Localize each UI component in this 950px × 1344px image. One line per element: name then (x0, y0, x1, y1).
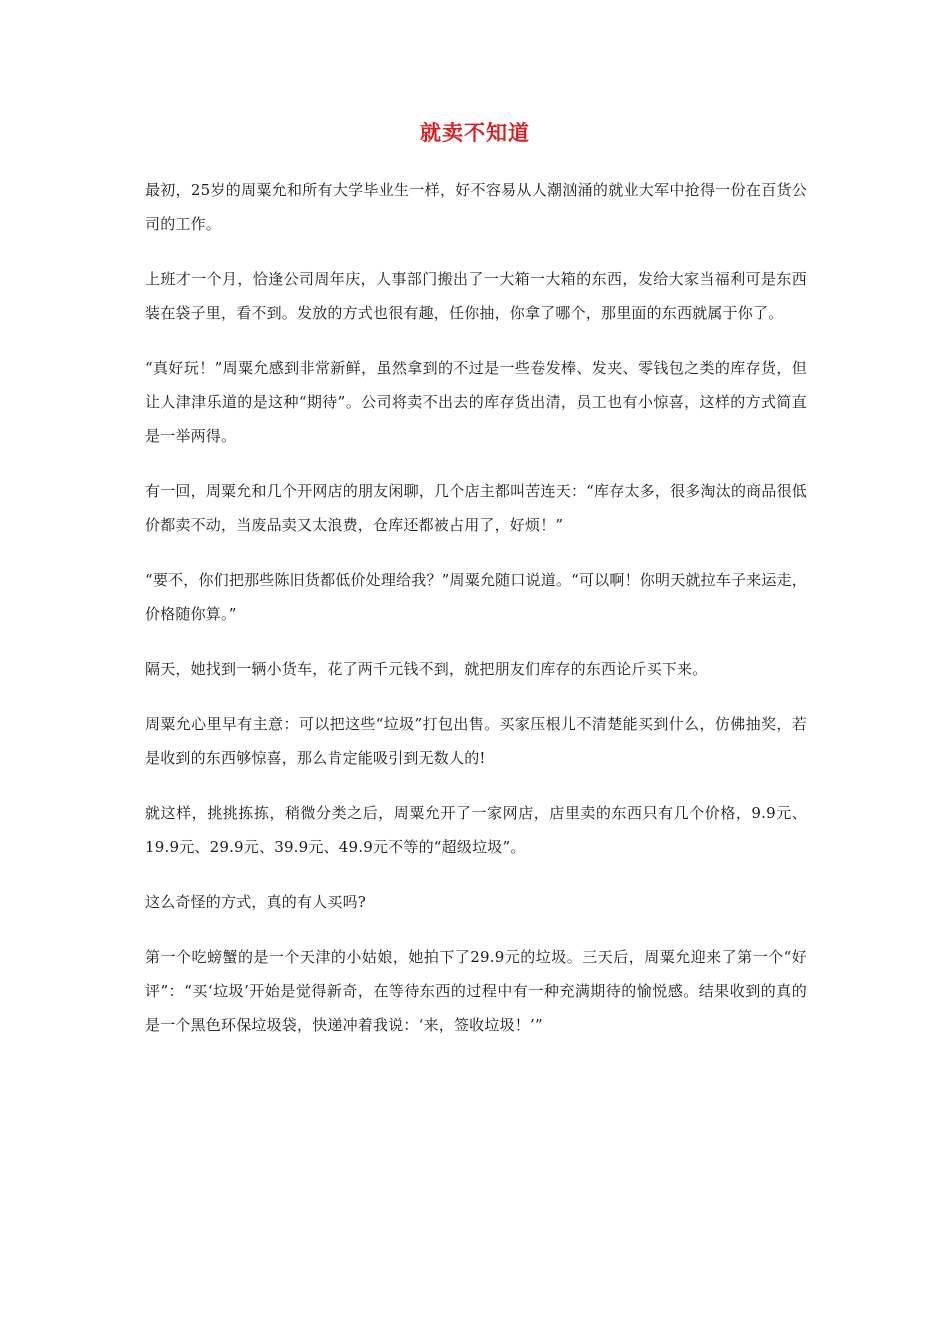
paragraph: “真好玩！”周粟允感到非常新鲜，虽然拿到的不过是一些卷发棒、发夹、零钱包之类的库存货，但让人津津乐道的是这种“期待”。公司将卖不出去的库存货出清，员工也有小惊喜，这样的方式简直是一举两得。 (145, 359, 807, 445)
paragraph: 上班才一个月，恰逢公司周年庆，人事部门搬出了一大箱一大箱的东西，发给大家当福利可是东西装在袋子里，看不到。发放的方式也很有趣，任你抽，你拿了哪个，那里面的东西就属于你了。 (145, 270, 807, 322)
paragraph: 有一回，周粟允和几个开网店的朋友闲聊，几个店主都叫苦连天：“库存太多，很多淘汰的商品很低价都卖不动，当废品卖又太浪费，仓库还都被占用了，好烦！” (145, 482, 807, 534)
paragraph: 隔天，她找到一辆小货车，花了两千元钱不到，就把朋友们库存的东西论斤买下来。 (145, 660, 708, 678)
document-body (145, 173, 807, 1063)
paragraph: 周粟允心里早有主意：可以把这些“垃圾”打包出售。买家压根儿不清楚能买到什么，仿佛抽奖，若是收到的东西够惊喜，那么肯定能吸引到无数人的! (145, 715, 807, 767)
document-title: 就卖不知道 (420, 121, 530, 145)
paragraph: 最初，25岁的周粟允和所有大学毕业生一样，好不容易从人潮汹涌的就业大军中抢得一份在百货公司的工作。 (145, 181, 807, 233)
paragraph: 第一个吃螃蟹的是一个天津的小姑娘，她拍下了29.9元的垃圾。三天后，周粟允迎来了第一个“好评”：“买‘垃圾’开始是觉得新奇，在等待东西的过程中有一种充满期待的愉悦感。结果收到的真的是一个黑色环保垃圾袋，快递冲着我说：‘来，签收垃圾！’” (145, 948, 807, 1034)
paragraph: 就这样，挑挑拣拣，稍微分类之后，周粟允开了一家网店，店里卖的东西只有几个价格，9.9元、19.9元、29.9元、39.9元、49.9元不等的“超级垃圾”。 (145, 804, 807, 856)
paragraph: “要不，你们把那些陈旧货都低价处理给我？”周粟允随口说道。“可以啊！你明天就拉车子来运走，价格随你算。” (145, 571, 808, 623)
paragraph: 这么奇怪的方式，真的有人买吗? (145, 893, 367, 911)
